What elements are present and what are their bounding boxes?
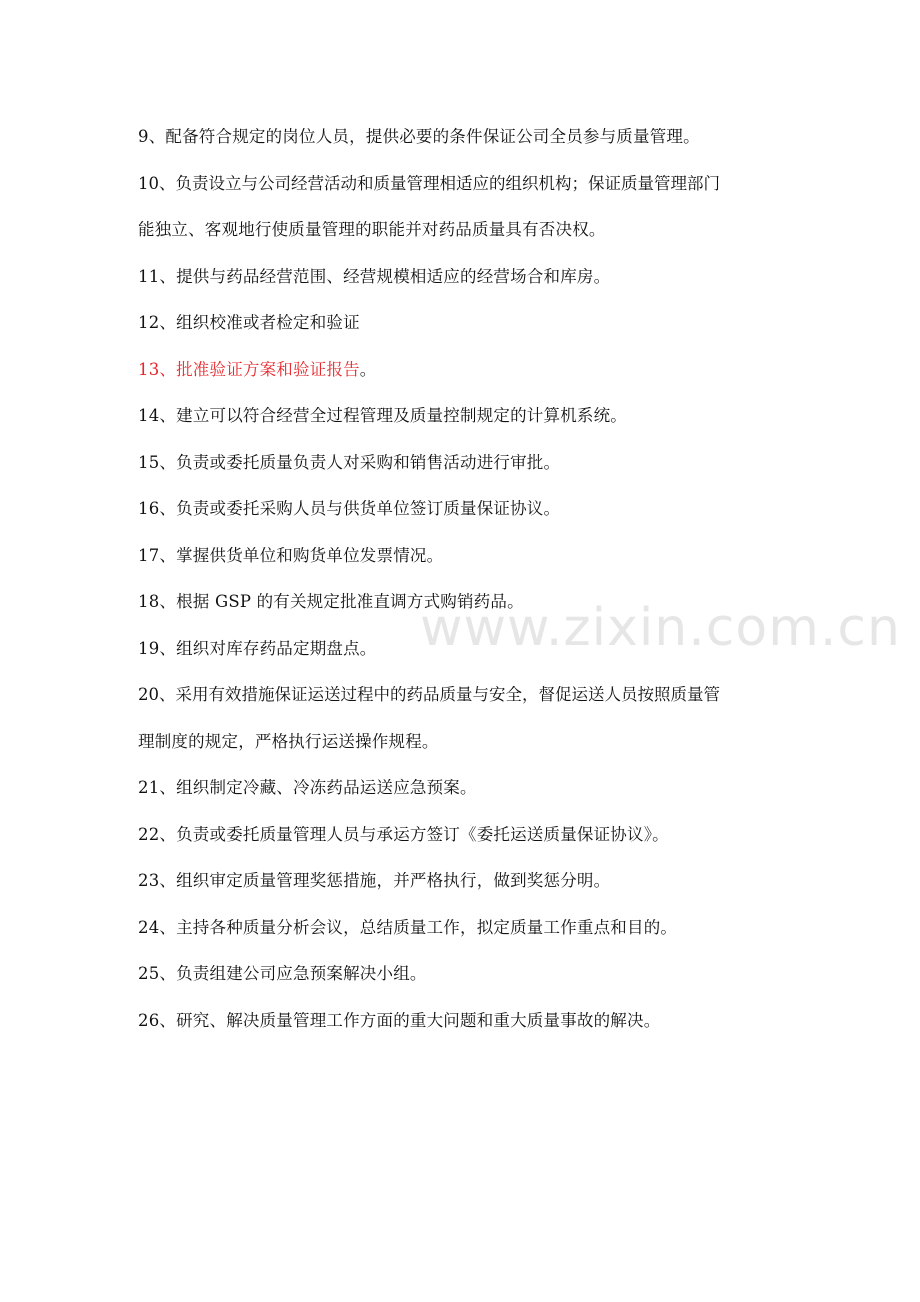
watermark-text: www.zixin.com.cn	[420, 598, 901, 658]
list-item-11: 11、提供与药品经营范围、经营规模相适应的经营场合和库房。	[138, 266, 611, 286]
list-item-13-highlight: 13、批准验证方案和验证报告	[138, 359, 360, 379]
list-item-10-line-1: 10、负责设立与公司经营活动和质量管理相适应的组织机构；保证质量管理部门	[138, 173, 720, 193]
list-item-24: 24、主持各种质量分析会议，总结质量工作，拟定质量工作重点和目的。	[138, 917, 678, 937]
list-item-13-period: 。	[359, 359, 377, 379]
list-item-22: 22、负责或委托质量管理人员与承运方签订《委托运送质量保证协议》。	[138, 824, 669, 844]
list-item-20-line-1: 20、采用有效措施保证运送过程中的药品质量与安全，督促运送人员按照质量管	[138, 685, 720, 704]
list-item-14: 14、建立可以符合经营全过程管理及质量控制规定的计算机系统。	[138, 406, 627, 425]
responsibility-list	[138, 114, 788, 1044]
list-item-9: 9、配备符合规定的岗位人员，提供必要的条件保证公司全员参与质量管理。	[138, 127, 700, 146]
list-item-26: 26、研究、解决质量管理工作方面的重大问题和重大质量事故的解决。	[138, 1010, 661, 1030]
list-item-12: 12、组织校准或者检定和验证	[138, 313, 360, 332]
list-item-21: 21、组织制定冷藏、冷冻药品运送应急预案。	[138, 778, 477, 797]
list-item-25: 25、负责组建公司应急预案解决小组。	[138, 964, 427, 983]
list-item-23: 23、组织审定质量管理奖惩措施，并严格执行，做到奖惩分明。	[138, 871, 611, 890]
list-item-13	[138, 347, 788, 394]
list-item-10-line-2: 能独立、客观地行使质量管理的职能并对药品质量具有否决权。	[138, 220, 606, 239]
list-item-19: 19、组织对库存药品定期盘点。	[138, 638, 377, 658]
list-item-18: 18、根据 GSP 的有关规定批准直调方式购销药品。	[138, 592, 524, 611]
list-item-15: 15、负责或委托质量负责人对采购和销售活动进行审批。	[138, 452, 561, 472]
list-item-17: 17、掌握供货单位和购货单位发票情况。	[138, 545, 444, 565]
list-item-20-line-2: 理制度的规定，严格执行运送操作规程。	[138, 731, 439, 751]
list-item-16: 16、负责或委托采购人员与供货单位签订质量保证协议。	[138, 499, 561, 518]
